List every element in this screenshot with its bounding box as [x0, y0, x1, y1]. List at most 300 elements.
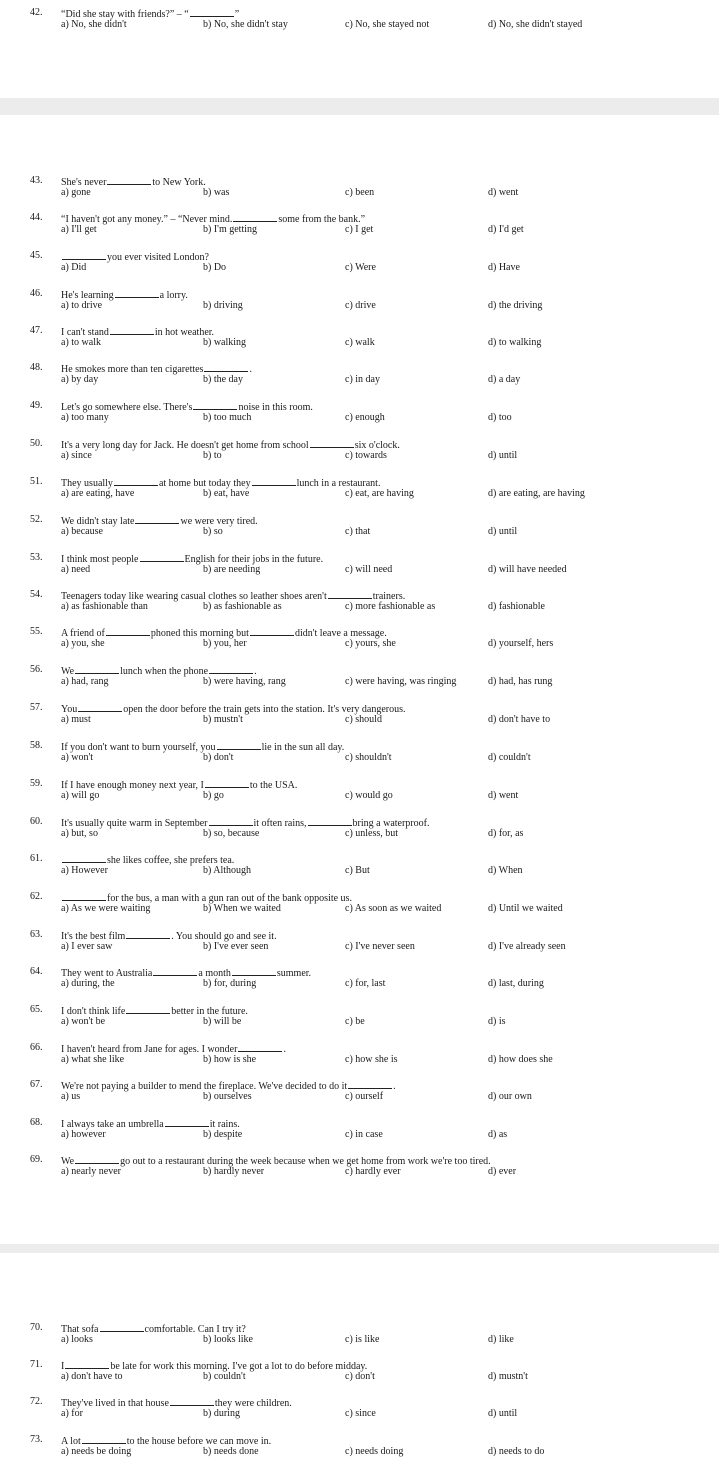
- question-number: 46.: [30, 288, 43, 299]
- answer-option-a[interactable]: a) I ever saw: [61, 941, 113, 952]
- stem-text: I can't stand: [61, 327, 109, 338]
- stem-text: If I have enough money next year, I: [61, 780, 204, 791]
- question-number: 59.: [30, 778, 43, 789]
- answer-blank[interactable]: [250, 626, 294, 636]
- question-item: [0, 1042, 719, 1070]
- question-stem: [61, 1396, 292, 1410]
- divider-band: [0, 1244, 719, 1253]
- stem-text: a month: [198, 968, 231, 979]
- answer-blank[interactable]: [140, 552, 184, 562]
- answer-blank[interactable]: [232, 966, 276, 976]
- answer-blank[interactable]: [114, 476, 158, 486]
- question-item: [0, 1117, 719, 1145]
- answer-option-b[interactable]: b) so, because: [203, 828, 260, 839]
- stem-text: I don't think life: [61, 1006, 126, 1017]
- answer-blank[interactable]: [75, 664, 119, 674]
- stem-text: She's never: [61, 177, 107, 188]
- stem-text: for the bus, a man with a gun ran out of the bank opposite us.: [107, 893, 352, 904]
- answer-option-b[interactable]: b) ourselves: [203, 1091, 252, 1102]
- question-item: [0, 438, 719, 466]
- stem-text: we were very tired.: [180, 516, 258, 527]
- answer-option-a[interactable]: a) As we were waiting: [61, 903, 151, 914]
- question-item: [0, 212, 719, 240]
- stem-text: They went to Australia: [61, 968, 153, 979]
- answer-option-d[interactable]: d) don't have to: [488, 714, 551, 725]
- question-number: 49.: [30, 400, 43, 411]
- answer-option-d[interactable]: d) fashionable: [488, 601, 545, 612]
- question-item: [0, 1322, 719, 1350]
- answer-option-d[interactable]: d) is: [488, 1016, 506, 1027]
- answer-blank[interactable]: [252, 476, 296, 486]
- answer-option-a[interactable]: a) because: [61, 526, 103, 537]
- answer-blank[interactable]: [62, 891, 106, 901]
- answer-option-c[interactable]: c) more fashionable as: [345, 601, 436, 612]
- answer-blank[interactable]: [209, 816, 253, 826]
- question-number: 64.: [30, 966, 43, 977]
- answer-option-c[interactable]: c) hardly ever: [345, 1166, 401, 1177]
- answer-option-d[interactable]: d) how does she: [488, 1054, 553, 1065]
- answer-option-d[interactable]: d) had, has rung: [488, 676, 553, 687]
- stem-text: go out to a restaurant during the week because when we get home from work we're too tired.: [120, 1156, 491, 1167]
- answer-option-a[interactable]: a) too many: [61, 412, 109, 423]
- answer-option-d[interactable]: d) will have needed: [488, 564, 567, 575]
- answer-option-b[interactable]: b) during: [203, 1408, 240, 1419]
- question-number: 60.: [30, 816, 43, 827]
- answer-option-b[interactable]: b) When we waited: [203, 903, 281, 914]
- stem-text: English for their jobs in the future.: [184, 554, 324, 565]
- answer-option-b[interactable]: b) were having, rang: [203, 676, 286, 687]
- answer-option-c[interactable]: c) But: [345, 865, 370, 876]
- answer-blank[interactable]: [100, 1322, 144, 1332]
- answer-option-c[interactable]: c) should: [345, 714, 382, 725]
- answer-option-c[interactable]: c) been: [345, 187, 375, 198]
- question-number: 44.: [30, 212, 43, 223]
- question-number: 66.: [30, 1042, 43, 1053]
- question-number: 42.: [30, 7, 43, 18]
- question-item: [0, 1004, 719, 1032]
- question-item: [0, 853, 719, 881]
- answer-option-b[interactable]: b) to: [203, 450, 222, 461]
- answer-blank[interactable]: [310, 438, 354, 448]
- answer-blank[interactable]: [348, 1079, 392, 1089]
- answer-option-a[interactable]: a) during, the: [61, 978, 115, 989]
- answer-option-c[interactable]: c) in case: [345, 1129, 383, 1140]
- stem-text: “I haven't got any money.” – “Never mind.: [61, 214, 233, 225]
- answer-blank[interactable]: [106, 626, 150, 636]
- question-item: [0, 778, 719, 806]
- answer-option-a[interactable]: a) won't be: [61, 1016, 106, 1027]
- question-number: 53.: [30, 552, 43, 563]
- answer-option-d[interactable]: d) until: [488, 1408, 518, 1419]
- stem-text: I: [61, 1361, 65, 1372]
- answer-option-c[interactable]: c) would go: [345, 790, 393, 801]
- question-item: [0, 400, 719, 428]
- answer-option-c[interactable]: c) I get: [345, 224, 374, 235]
- answer-option-a[interactable]: a) needs be doing: [61, 1446, 132, 1457]
- answer-blank[interactable]: [328, 589, 372, 599]
- answer-option-d[interactable]: d) the driving: [488, 300, 543, 311]
- answer-blank[interactable]: [135, 514, 179, 524]
- answer-blank[interactable]: [193, 400, 237, 410]
- answer-option-c[interactable]: c) towards: [345, 450, 387, 461]
- question-number: 65.: [30, 1004, 43, 1015]
- answer-option-d[interactable]: d) Have: [488, 262, 520, 273]
- answer-option-a[interactable]: a) need: [61, 564, 91, 575]
- stem-text: at home but today they: [158, 478, 251, 489]
- answer-option-b[interactable]: b) for, during: [203, 978, 257, 989]
- answer-option-a[interactable]: a) us: [61, 1091, 81, 1102]
- stem-text: .: [254, 666, 257, 677]
- question-item: [0, 1154, 719, 1182]
- stem-text: they were children.: [214, 1398, 292, 1409]
- answer-blank[interactable]: [238, 1042, 282, 1052]
- answer-blank[interactable]: [82, 1434, 126, 1444]
- question-item: [0, 250, 719, 278]
- stem-text: We: [61, 1156, 75, 1167]
- answer-option-d[interactable]: d) yourself, hers: [488, 638, 554, 649]
- stem-text: didn't leave a message.: [294, 628, 387, 639]
- question-item: [0, 929, 719, 957]
- question-item: [0, 626, 719, 654]
- answer-option-c[interactable]: c) for, last: [345, 978, 386, 989]
- answer-option-c[interactable]: c) walk: [345, 337, 375, 348]
- answer-option-b[interactable]: b) was: [203, 187, 230, 198]
- answer-option-a[interactable]: a) since: [61, 450, 92, 461]
- stem-text: trainers.: [372, 591, 406, 602]
- question-number: 63.: [30, 929, 43, 940]
- answer-option-a[interactable]: a) to walk: [61, 337, 101, 348]
- answer-blank[interactable]: [170, 1396, 214, 1406]
- stem-text: It's a very long day for Jack. He doesn't get home from school: [61, 440, 309, 451]
- question-number: 54.: [30, 589, 43, 600]
- answer-option-b[interactable]: b) needs done: [203, 1446, 259, 1457]
- question-number: 48.: [30, 362, 43, 373]
- stem-text: It's the best film: [61, 931, 126, 942]
- question-number: 71.: [30, 1359, 43, 1370]
- answer-option-b[interactable]: b) will be: [203, 1016, 242, 1027]
- answer-option-b[interactable]: b) don't: [203, 752, 234, 763]
- answer-option-c[interactable]: c) will need: [345, 564, 393, 575]
- answer-option-c[interactable]: c) since: [345, 1408, 376, 1419]
- answer-option-d[interactable]: d) No, she didn't stayed: [488, 19, 583, 30]
- answer-option-d[interactable]: d) went: [488, 187, 519, 198]
- answer-option-a[interactable]: a) you, she: [61, 638, 105, 649]
- answer-option-d[interactable]: d) until: [488, 450, 518, 461]
- answer-option-a[interactable]: a) for: [61, 1408, 83, 1419]
- answer-option-c[interactable]: c) unless, but: [345, 828, 399, 839]
- stem-text: comfortable. Can I try it?: [144, 1324, 246, 1335]
- question-number: 69.: [30, 1154, 43, 1165]
- question-item: [0, 7, 719, 35]
- stem-text: If you don't want to burn yourself, you: [61, 742, 216, 753]
- answer-option-c[interactable]: c) don't: [345, 1371, 375, 1382]
- answer-option-b[interactable]: b) so: [203, 526, 223, 537]
- answer-option-c[interactable]: c) needs doing: [345, 1446, 404, 1457]
- question-number: 43.: [30, 175, 43, 186]
- answer-option-a[interactable]: a) will go: [61, 790, 100, 801]
- answer-blank[interactable]: [190, 7, 234, 17]
- answer-option-c[interactable]: c) I've never seen: [345, 941, 415, 952]
- question-number: 62.: [30, 891, 43, 902]
- answer-blank[interactable]: [65, 1359, 109, 1369]
- question-item: [0, 288, 719, 316]
- stem-text: to New York.: [152, 177, 206, 188]
- answer-option-b[interactable]: b) despite: [203, 1129, 243, 1140]
- stem-text: .: [249, 364, 252, 375]
- answer-blank[interactable]: [153, 966, 197, 976]
- answer-option-d[interactable]: d) needs to do: [488, 1446, 545, 1457]
- answer-option-c[interactable]: c) eat, are having: [345, 488, 414, 499]
- answer-option-a[interactable]: a) but, so: [61, 828, 98, 839]
- answer-option-b[interactable]: b) mustn't: [203, 714, 243, 725]
- answer-option-b[interactable]: b) you, her: [203, 638, 247, 649]
- answer-option-a[interactable]: a) had, rang: [61, 676, 109, 687]
- answer-option-b[interactable]: b) are needing: [203, 564, 261, 575]
- question-number: 68.: [30, 1117, 43, 1128]
- answer-option-d[interactable]: d) for, as: [488, 828, 524, 839]
- answer-option-d[interactable]: d) as: [488, 1129, 508, 1140]
- answer-option-c[interactable]: c) No, she stayed not: [345, 19, 430, 30]
- question-number: 73.: [30, 1434, 43, 1445]
- answer-blank[interactable]: [233, 212, 277, 222]
- answer-option-d[interactable]: d) ever: [488, 1166, 517, 1177]
- stem-text: Teenagers today like wearing casual clothes so leather shoes aren't: [61, 591, 327, 602]
- answer-option-a[interactable]: a) looks: [61, 1334, 93, 1345]
- answer-option-c[interactable]: c) in day: [345, 374, 380, 385]
- question-number: 70.: [30, 1322, 43, 1333]
- answer-option-c[interactable]: c) drive: [345, 300, 376, 311]
- question-stem: [61, 1154, 491, 1168]
- answer-blank[interactable]: [78, 702, 122, 712]
- stem-text: A lot: [61, 1436, 81, 1447]
- stem-text: I think most people: [61, 554, 139, 565]
- stem-text: it rains.: [209, 1119, 240, 1130]
- answer-option-b[interactable]: b) Although: [203, 865, 252, 876]
- question-item: [0, 966, 719, 994]
- stem-text: He's learning: [61, 290, 114, 301]
- answer-option-c[interactable]: c) that: [345, 526, 371, 537]
- stem-text: some from the bank.”: [278, 214, 366, 225]
- answer-blank[interactable]: [62, 853, 106, 863]
- question-stem: [61, 552, 323, 566]
- answer-option-d[interactable]: d) mustn't: [488, 1371, 528, 1382]
- stem-text: He smokes more than ten cigarettes: [61, 364, 204, 375]
- answer-blank[interactable]: [110, 325, 154, 335]
- answer-option-b[interactable]: b) hardly never: [203, 1166, 265, 1177]
- answer-option-a[interactable]: a) however: [61, 1129, 106, 1140]
- question-number: 47.: [30, 325, 43, 336]
- question-number: 61.: [30, 853, 43, 864]
- answer-option-a[interactable]: a) gone: [61, 187, 91, 198]
- stem-text: It's usually quite warm in September: [61, 818, 208, 829]
- answer-blank[interactable]: [205, 778, 249, 788]
- answer-option-c[interactable]: c) were having, was ringing: [345, 676, 457, 687]
- answer-option-b[interactable]: b) the day: [203, 374, 243, 385]
- answer-blank[interactable]: [126, 929, 170, 939]
- answer-blank[interactable]: [204, 362, 248, 372]
- answer-blank[interactable]: [115, 288, 159, 298]
- stem-text: better in the future.: [171, 1006, 248, 1017]
- question-item: [0, 589, 719, 617]
- answer-option-b[interactable]: b) Do: [203, 262, 227, 273]
- question-item: [0, 740, 719, 768]
- answer-option-d[interactable]: d) went: [488, 790, 519, 801]
- answer-option-c[interactable]: c) Were: [345, 262, 376, 273]
- question-item: [0, 702, 719, 730]
- question-number: 58.: [30, 740, 43, 751]
- answer-blank[interactable]: [107, 175, 151, 185]
- stem-text: phoned this morning but: [150, 628, 249, 639]
- answer-option-b[interactable]: b) too much: [203, 412, 252, 423]
- answer-option-b[interactable]: b) No, she didn't stay: [203, 19, 288, 30]
- question-number: 56.: [30, 664, 43, 675]
- answer-option-b[interactable]: b) couldn't: [203, 1371, 246, 1382]
- stem-text: lie in the sun all day.: [261, 742, 345, 753]
- answer-blank[interactable]: [75, 1154, 119, 1164]
- answer-option-b[interactable]: b) looks like: [203, 1334, 253, 1345]
- answer-blank[interactable]: [165, 1117, 209, 1127]
- answer-option-a[interactable]: a) what she like: [61, 1054, 125, 1065]
- answer-option-d[interactable]: d) to walking: [488, 337, 542, 348]
- stem-text: lunch when the phone: [120, 666, 209, 677]
- answer-option-b[interactable]: b) as fashionable as: [203, 601, 282, 612]
- answer-option-a[interactable]: a) won't: [61, 752, 94, 763]
- question-item: [0, 175, 719, 203]
- answer-option-c[interactable]: c) shouldn't: [345, 752, 392, 763]
- stem-text: lunch in a restaurant.: [296, 478, 381, 489]
- stem-text: A friend of: [61, 628, 105, 639]
- answer-option-d[interactable]: d) are eating, are having: [488, 488, 585, 499]
- answer-option-c[interactable]: c) enough: [345, 412, 385, 423]
- stem-text: Let's go somewhere else. There's: [61, 402, 193, 413]
- stem-text: you ever visited London?: [107, 252, 209, 263]
- answer-option-d[interactable]: d) Until we waited: [488, 903, 563, 914]
- answer-option-a[interactable]: a) However: [61, 865, 108, 876]
- answer-option-a[interactable]: a) must: [61, 714, 91, 725]
- answer-option-b[interactable]: b) go: [203, 790, 224, 801]
- stem-text: six o'clock.: [354, 440, 400, 451]
- answer-option-b[interactable]: b) eat, have: [203, 488, 250, 499]
- answer-option-a[interactable]: a) No, she didn't: [61, 19, 127, 30]
- answer-blank[interactable]: [62, 250, 106, 260]
- question-item: [0, 362, 719, 390]
- stem-text: a lorry.: [159, 290, 188, 301]
- answer-option-b[interactable]: b) walking: [203, 337, 247, 348]
- answer-option-d[interactable]: d) couldn't: [488, 752, 531, 763]
- question-item: [0, 816, 719, 844]
- answer-option-c[interactable]: c) ourself: [345, 1091, 384, 1102]
- question-item: [0, 552, 719, 580]
- answer-option-d[interactable]: d) a day: [488, 374, 521, 385]
- answer-option-c[interactable]: c) is like: [345, 1334, 380, 1345]
- stem-text: . You should go and see it.: [171, 931, 277, 942]
- stem-text: .: [283, 1044, 286, 1055]
- stem-text: summer.: [276, 968, 312, 979]
- stem-text: You: [61, 704, 78, 715]
- question-number: 72.: [30, 1396, 43, 1407]
- stem-text: be late for work this morning. I've got a lot to do before midday.: [110, 1361, 368, 1372]
- answer-option-d[interactable]: d) I'd get: [488, 224, 524, 235]
- question-item: [0, 891, 719, 919]
- answer-option-a[interactable]: a) to drive: [61, 300, 103, 311]
- answer-option-a[interactable]: a) by day: [61, 374, 99, 385]
- answer-blank[interactable]: [308, 816, 352, 826]
- stem-text: noise in this room.: [238, 402, 313, 413]
- answer-option-d[interactable]: d) until: [488, 526, 518, 537]
- answer-option-c[interactable]: c) yours, she: [345, 638, 396, 649]
- question-number: 52.: [30, 514, 43, 525]
- stem-text: “Did she stay with friends?” – “: [61, 9, 189, 20]
- stem-text: We: [61, 666, 75, 677]
- question-item: [0, 1359, 719, 1387]
- stem-text: I always take an umbrella: [61, 1119, 164, 1130]
- question-number: 57.: [30, 702, 43, 713]
- question-number: 55.: [30, 626, 43, 637]
- stem-text: That sofa: [61, 1324, 99, 1335]
- answer-option-c[interactable]: c) be: [345, 1016, 365, 1027]
- answer-option-b[interactable]: b) driving: [203, 300, 243, 311]
- stem-text: she likes coffee, she prefers tea.: [107, 855, 235, 866]
- answer-option-c[interactable]: c) how she is: [345, 1054, 398, 1065]
- question-item: [0, 1396, 719, 1424]
- question-number: 67.: [30, 1079, 43, 1090]
- question-number: 51.: [30, 476, 43, 487]
- answer-option-d[interactable]: d) too: [488, 412, 512, 423]
- answer-blank[interactable]: [126, 1004, 170, 1014]
- answer-option-a[interactable]: a) as fashionable than: [61, 601, 148, 612]
- question-item: [0, 476, 719, 504]
- question-item: [0, 664, 719, 692]
- stem-text: open the door before the train gets into the station. It's very dangerous.: [123, 704, 406, 715]
- answer-option-b[interactable]: b) how is she: [203, 1054, 257, 1065]
- answer-option-d[interactable]: d) like: [488, 1334, 514, 1345]
- stem-text: it often rains,: [253, 818, 307, 829]
- question-item: [0, 325, 719, 353]
- answer-option-b[interactable]: b) I've ever seen: [203, 941, 269, 952]
- answer-option-d[interactable]: d) last, during: [488, 978, 544, 989]
- stem-text: in hot weather.: [154, 327, 215, 338]
- question-item: [0, 1079, 719, 1107]
- stem-text: We didn't stay late: [61, 516, 135, 527]
- stem-text: ”: [234, 9, 240, 20]
- answer-option-d[interactable]: d) our own: [488, 1091, 532, 1102]
- answer-option-d[interactable]: d) When: [488, 865, 523, 876]
- stem-text: They usually: [61, 478, 113, 489]
- answer-option-d[interactable]: d) I've already seen: [488, 941, 566, 952]
- stem-text: I haven't heard from Jane for ages. I wonder: [61, 1044, 238, 1055]
- stem-text: to the USA.: [249, 780, 298, 791]
- answer-option-b[interactable]: b) I'm getting: [203, 224, 258, 235]
- answer-blank[interactable]: [209, 664, 253, 674]
- answer-option-a[interactable]: a) nearly never: [61, 1166, 121, 1177]
- stem-text: bring a waterproof.: [352, 818, 430, 829]
- answer-blank[interactable]: [217, 740, 261, 750]
- answer-option-a[interactable]: a) are eating, have: [61, 488, 135, 499]
- question-number: 45.: [30, 250, 43, 261]
- question-number: 50.: [30, 438, 43, 449]
- divider-band: [0, 98, 719, 115]
- question-item: [0, 514, 719, 542]
- answer-option-a[interactable]: a) I'll get: [61, 224, 97, 235]
- stem-text: We're not paying a builder to mend the fireplace. We've decided to do it: [61, 1081, 348, 1092]
- stem-text: They've lived in that house: [61, 1398, 169, 1409]
- question-item: [0, 1434, 719, 1462]
- answer-option-a[interactable]: a) Did: [61, 262, 87, 273]
- answer-option-c[interactable]: c) As soon as we waited: [345, 903, 442, 914]
- stem-text: .: [393, 1081, 396, 1092]
- answer-option-a[interactable]: a) don't have to: [61, 1371, 123, 1382]
- stem-text: to the house before we can move in.: [126, 1436, 272, 1447]
